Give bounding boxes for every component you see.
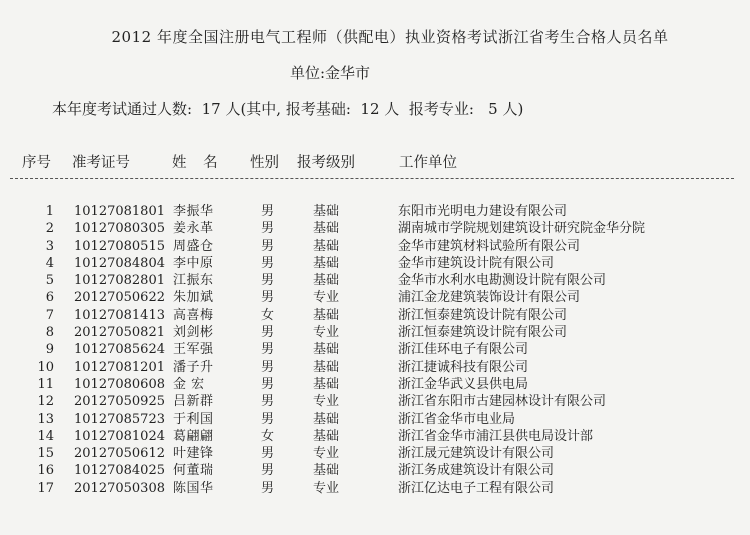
unit-label: 单位:金华市 <box>290 64 371 82</box>
workplace: 金华市水利水电勘测设计院有限公司 <box>398 273 607 289</box>
table-row <box>0 324 750 341</box>
candidate-name: 李振华 <box>173 204 214 219</box>
workplace: 浙江务成建筑设计有限公司 <box>398 463 555 479</box>
exam-level: 专业 <box>313 446 340 462</box>
candidate-sex: 男 <box>261 411 275 427</box>
candidate-name: 王军强 <box>173 342 214 358</box>
candidate-sex: 男 <box>261 255 275 271</box>
table-row <box>0 255 750 272</box>
row-number: 2 <box>45 221 54 237</box>
candidate-name: 何董瑞 <box>173 463 214 479</box>
candidate-name: 金 宏 <box>173 376 205 392</box>
row-number: 6 <box>45 290 54 306</box>
exam-id: 10127081024 <box>74 428 165 444</box>
row-number: 9 <box>45 342 54 358</box>
candidate-sex: 男 <box>261 394 275 410</box>
pass-summary: 本年度考试通过人数: 17 人(其中, 报考基础: 12 人 报考专业: 5 人) <box>52 100 524 118</box>
workplace: 东阳市光明电力建设有限公司 <box>398 204 568 219</box>
row-number: 8 <box>45 325 54 341</box>
candidate-name: 叶建锋 <box>173 446 214 462</box>
workplace: 浙江金华武义县供电局 <box>398 376 529 392</box>
candidate-sex: 男 <box>261 204 275 219</box>
exam-id: 20127050821 <box>74 325 165 341</box>
exam-level: 基础 <box>313 342 340 358</box>
table-row <box>0 359 750 376</box>
table-row <box>0 411 750 428</box>
exam-id: 10127080305 <box>74 221 165 237</box>
candidate-sex: 男 <box>261 446 275 462</box>
exam-id: 10127085624 <box>74 342 165 358</box>
exam-id: 10127081201 <box>74 359 165 375</box>
workplace: 金华市建筑设计院有限公司 <box>398 255 555 271</box>
exam-level: 基础 <box>313 273 340 289</box>
workplace: 金华市建筑材料试验所有限公司 <box>398 238 581 254</box>
header-sex: 性别 <box>250 155 279 171</box>
table-row <box>0 220 750 237</box>
candidate-name: 刘剑彬 <box>173 325 214 341</box>
workplace: 浙江捷诚科技有限公司 <box>398 359 529 375</box>
candidate-sex: 女 <box>261 428 275 444</box>
exam-id: 10127081413 <box>74 307 165 323</box>
candidate-sex: 男 <box>261 290 275 306</box>
row-number: 4 <box>45 255 54 271</box>
row-number: 11 <box>37 376 54 392</box>
header-level: 报考级别 <box>297 155 355 171</box>
exam-level: 基础 <box>313 221 340 237</box>
row-number: 13 <box>37 411 54 427</box>
row-number: 12 <box>37 394 54 410</box>
candidate-sex: 男 <box>261 221 275 237</box>
table-row <box>0 203 750 220</box>
workplace: 浙江恒泰建筑设计院有限公司 <box>398 325 568 341</box>
row-number: 14 <box>37 428 54 444</box>
exam-level: 基础 <box>313 307 340 323</box>
exam-level: 基础 <box>313 411 340 427</box>
candidate-name: 朱加斌 <box>173 290 214 306</box>
workplace: 浙江晟元建筑设计有限公司 <box>398 446 555 462</box>
workplace: 浙江省金华市浦江县供电局设计部 <box>398 428 594 444</box>
exam-level: 专业 <box>313 325 340 341</box>
candidate-name: 姜永革 <box>173 221 214 237</box>
exam-level: 基础 <box>313 255 340 271</box>
table-row <box>0 480 750 497</box>
candidate-name: 周盛仓 <box>173 238 214 254</box>
row-number: 10 <box>37 359 54 375</box>
exam-level: 专业 <box>313 480 340 496</box>
header-workplace: 工作单位 <box>399 155 457 171</box>
candidate-name: 吕新群 <box>173 394 214 410</box>
exam-id: 20127050308 <box>74 480 165 496</box>
header-exam-id: 准考证号 <box>72 155 130 171</box>
candidate-sex: 男 <box>261 325 275 341</box>
candidate-table <box>0 203 750 497</box>
candidate-sex: 男 <box>261 463 275 479</box>
workplace: 湖南城市学院规划建筑设计研究院金华分院 <box>398 221 646 237</box>
candidate-name: 高喜梅 <box>173 307 214 323</box>
table-row <box>0 289 750 306</box>
candidate-sex: 男 <box>261 238 275 254</box>
table-row <box>0 307 750 324</box>
table-row <box>0 376 750 393</box>
exam-level: 基础 <box>313 463 340 479</box>
candidate-name: 于利国 <box>173 411 214 427</box>
exam-id: 10127080515 <box>74 238 165 254</box>
table-row <box>0 462 750 479</box>
candidate-name: 江振东 <box>173 273 214 289</box>
exam-level: 基础 <box>313 204 340 219</box>
exam-level: 基础 <box>313 238 340 254</box>
exam-id: 10127081801 <box>74 204 165 219</box>
exam-level: 专业 <box>313 394 340 410</box>
workplace: 浙江亿达电子工程有限公司 <box>398 480 555 496</box>
header-no: 序号 <box>22 155 51 171</box>
row-number: 16 <box>37 463 54 479</box>
row-number: 5 <box>45 273 54 289</box>
candidate-sex: 女 <box>261 307 275 323</box>
exam-id: 10127084804 <box>74 255 165 271</box>
exam-level: 基础 <box>313 376 340 392</box>
workplace: 浙江省金华市电业局 <box>398 411 516 427</box>
candidate-name: 李中原 <box>173 255 214 271</box>
candidate-sex: 男 <box>261 359 275 375</box>
exam-level: 基础 <box>313 359 340 375</box>
exam-id: 20127050925 <box>74 394 165 410</box>
exam-level: 专业 <box>313 290 340 306</box>
table-row <box>0 341 750 358</box>
candidate-sex: 男 <box>261 376 275 392</box>
header-divider <box>10 178 734 179</box>
table-row <box>0 428 750 445</box>
candidate-name: 潘子升 <box>173 359 214 375</box>
table-row <box>0 272 750 289</box>
candidate-name: 陈国华 <box>173 480 214 496</box>
exam-id: 20127050622 <box>74 290 165 306</box>
table-row <box>0 238 750 255</box>
exam-level: 基础 <box>313 428 340 444</box>
table-row <box>0 445 750 462</box>
header-name: 姓 名 <box>172 155 224 171</box>
exam-id: 10127084025 <box>74 463 165 479</box>
row-number: 15 <box>37 446 54 462</box>
candidate-sex: 男 <box>261 342 275 358</box>
candidate-sex: 男 <box>261 480 275 496</box>
workplace: 浙江恒泰建筑设计院有限公司 <box>398 307 568 323</box>
workplace: 浦江金龙建筑装饰设计有限公司 <box>398 290 581 306</box>
table-row <box>0 393 750 410</box>
row-number: 3 <box>45 238 54 254</box>
workplace: 浙江佳环电子有限公司 <box>398 342 529 358</box>
table-header <box>0 151 750 173</box>
candidate-sex: 男 <box>261 273 275 289</box>
row-number: 7 <box>45 307 54 323</box>
exam-id: 10127085723 <box>74 411 165 427</box>
document-title: 2012 年度全国注册电气工程师（供配电）执业资格考试浙江省考生合格人员名单 <box>111 28 669 46</box>
row-number: 17 <box>37 480 54 496</box>
exam-id: 20127050612 <box>74 446 165 462</box>
workplace: 浙江省东阳市古建园林设计有限公司 <box>398 394 607 410</box>
exam-id: 10127082801 <box>74 273 165 289</box>
candidate-name: 葛翩翩 <box>173 428 214 444</box>
exam-id: 10127080608 <box>74 376 165 392</box>
row-number: 1 <box>45 204 54 219</box>
